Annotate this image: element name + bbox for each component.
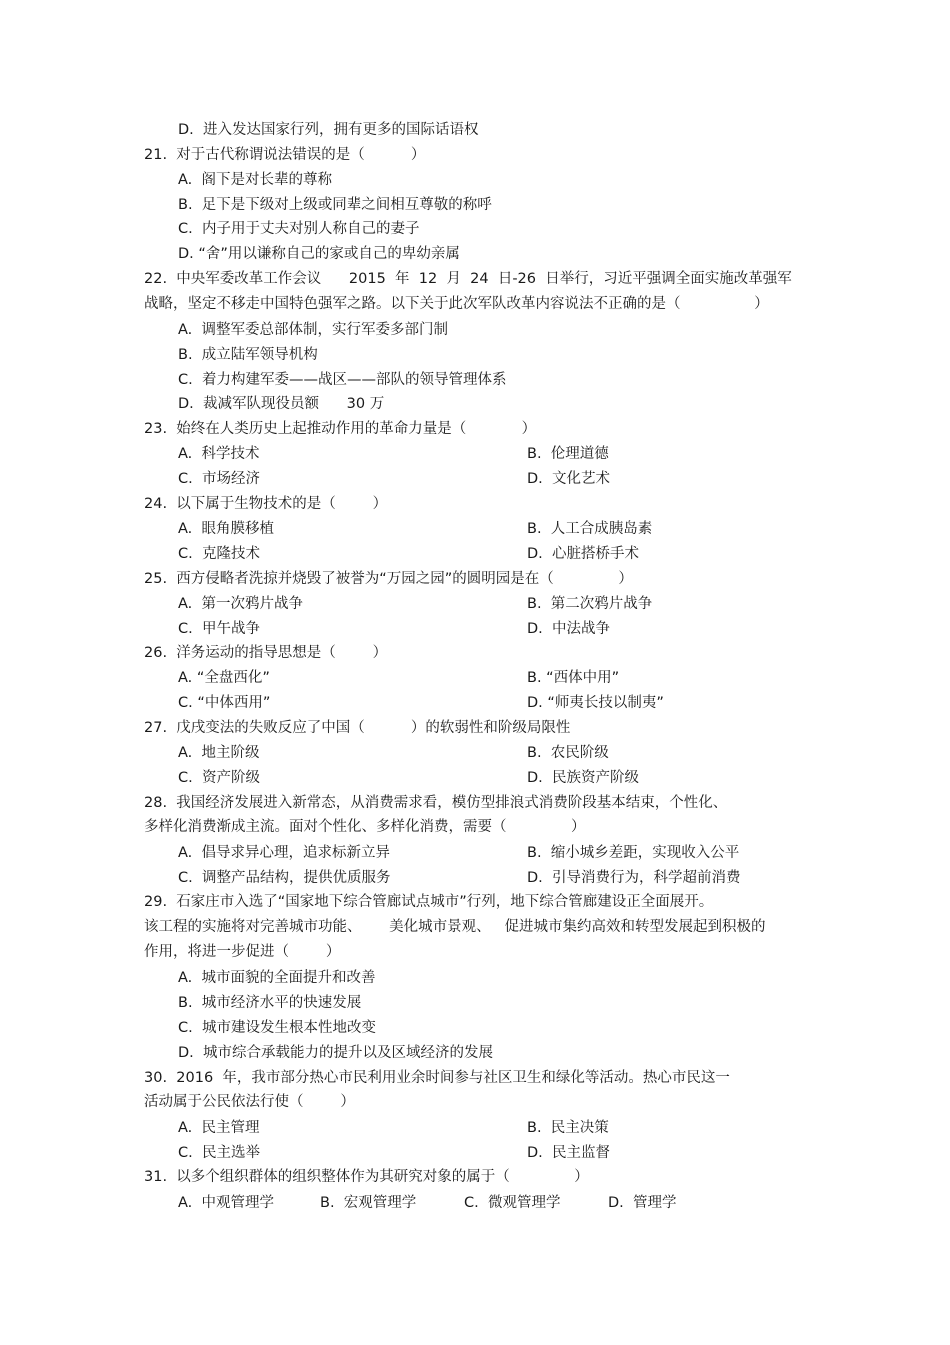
q28-option-c: C. 调整产品结构，提供优质服务 xyxy=(178,870,391,886)
q26-option-a: A. “全盘西化” xyxy=(178,670,270,686)
q28-stem: 28. 我国经济发展进入新常态，从消费需求看，模仿型排浪式消费阶段基本结束，个性化、 xyxy=(144,795,728,811)
q22-stem-cont: 战略，坚定不移走中国特色强军之路。以下关于此次军队改革内容说法不正确的是（ ） xyxy=(144,296,769,312)
q31-stem: 31. 以多个组织群体的组织整体作为其研究对象的属于（ ） xyxy=(144,1169,589,1185)
q29-option-c: C. 城市建设发生根本性地改变 xyxy=(178,1020,376,1036)
q24-option-a: A. 眼角膜移植 xyxy=(178,521,274,537)
q27-option-b: B. 农民阶级 xyxy=(527,745,609,761)
q21-stem: 21. 对于古代称谓说法错误的是（ ） xyxy=(144,147,426,163)
q29-stem-cont-1: 该工程的实施将对完善城市功能、 美化城市景观、 促进城市集约高效和转型发展起到积极的 xyxy=(144,919,766,935)
q22-option-c: C. 着力构建军委——战区——部队的领导管理体系 xyxy=(178,372,507,388)
q25-option-a: A. 第一次鸦片战争 xyxy=(178,596,303,612)
q31-option-c: C. 微观管理学 xyxy=(464,1195,561,1211)
q30-option-d: D. 民主监督 xyxy=(527,1145,610,1161)
q29-stem-cont-2: 作用，将进一步促进（ ） xyxy=(144,944,341,960)
q30-option-b: B. 民主决策 xyxy=(527,1120,609,1136)
q27-option-c: C. 资产阶级 xyxy=(178,770,260,786)
q25-option-d: D. 中法战争 xyxy=(527,621,610,637)
q24-option-b: B. 人工合成胰岛素 xyxy=(527,521,653,537)
q28-option-a: A. 倡导求异心理，追求标新立异 xyxy=(178,845,390,861)
q23-option-c: C. 市场经济 xyxy=(178,471,260,487)
q30-stem: 30. 2016 年，我市部分热心市民利用业余时间参与社区卫生和绿化等活动。热心市民这一 xyxy=(144,1070,730,1086)
q29-stem: 29. 石家庄市入选了“国家地下综合管廊试点城市”行列，地下综合管廊建设正全面展开。 xyxy=(144,894,714,910)
q26-option-d: D. “师夷长技以制夷” xyxy=(527,695,664,711)
q21-option-b: B. 足下是下级对上级或同辈之间相互尊敬的称呼 xyxy=(178,197,492,213)
q27-option-a: A. 地主阶级 xyxy=(178,745,260,761)
q26-option-c: C. “中体西用” xyxy=(178,695,271,711)
q21-option-a: A. 阁下是对长辈的尊称 xyxy=(178,172,332,188)
q24-stem: 24. 以下属于生物技术的是（ ） xyxy=(144,496,388,512)
q27-option-d: D. 民族资产阶级 xyxy=(527,770,639,786)
q21-option-c: C. 内子用于丈夫对别人称自己的妻子 xyxy=(178,221,420,237)
q31-option-b: B. 宏观管理学 xyxy=(320,1195,417,1211)
q22-option-d: D. 裁减军队现役员额 30 万 xyxy=(178,396,385,412)
q23-option-a: A. 科学技术 xyxy=(178,446,260,462)
q29-option-b: B. 城市经济水平的快速发展 xyxy=(178,995,362,1011)
q27-stem: 27. 戊戌变法的失败反应了中国（ ）的软弱性和阶级局限性 xyxy=(144,720,571,736)
q23-option-d: D. 文化艺术 xyxy=(527,471,610,487)
q28-option-b: B. 缩小城乡差距，实现收入公平 xyxy=(527,845,740,861)
q31-option-d: D. 管理学 xyxy=(608,1195,677,1211)
q29-option-a: A. 城市面貌的全面提升和改善 xyxy=(178,970,376,986)
q25-option-c: C. 甲午战争 xyxy=(178,621,260,637)
q22-option-a: A. 调整军委总部体制，实行军委多部门制 xyxy=(178,322,448,338)
q25-stem: 25. 西方侵略者洗掠并烧毁了被誉为“万园之园”的圆明园是在（ ） xyxy=(144,571,633,587)
q23-stem: 23. 始终在人类历史上起推动作用的革命力量是（ ） xyxy=(144,421,537,437)
q29-option-d: D. 城市综合承载能力的提升以及区域经济的发展 xyxy=(178,1045,493,1061)
q30-option-c: C. 民主选举 xyxy=(178,1145,260,1161)
q31-option-a: A. 中观管理学 xyxy=(178,1195,274,1211)
q25-option-b: B. 第二次鸦片战争 xyxy=(527,596,653,612)
q26-stem: 26. 洋务运动的指导思想是（ ） xyxy=(144,645,388,661)
q22-option-b: B. 成立陆军领导机构 xyxy=(178,347,318,363)
q30-stem-cont: 活动属于公民依法行使（ ） xyxy=(144,1094,355,1110)
q26-option-b: B. “西体中用” xyxy=(527,670,620,686)
q24-option-d: D. 心脏搭桥手术 xyxy=(527,546,639,562)
q24-option-c: C. 克隆技术 xyxy=(178,546,260,562)
q20-option-d: D. 进入发达国家行列，拥有更多的国际话语权 xyxy=(178,122,479,138)
q30-option-a: A. 民主管理 xyxy=(178,1120,260,1136)
q28-option-d: D. 引导消费行为，科学超前消费 xyxy=(527,870,741,886)
q23-option-b: B. 伦理道德 xyxy=(527,446,609,462)
q22-stem: 22. 中央军委改革工作会议 2015 年 12 月 24 日-26 日举行，习近平强调全面实施改革强军 xyxy=(144,271,792,287)
q21-option-d: D. “舍”用以谦称自己的家或自己的卑幼亲属 xyxy=(178,246,460,262)
q28-stem-cont: 多样化消费渐成主流。面对个性化、多样化消费，需要（ ） xyxy=(144,819,586,835)
